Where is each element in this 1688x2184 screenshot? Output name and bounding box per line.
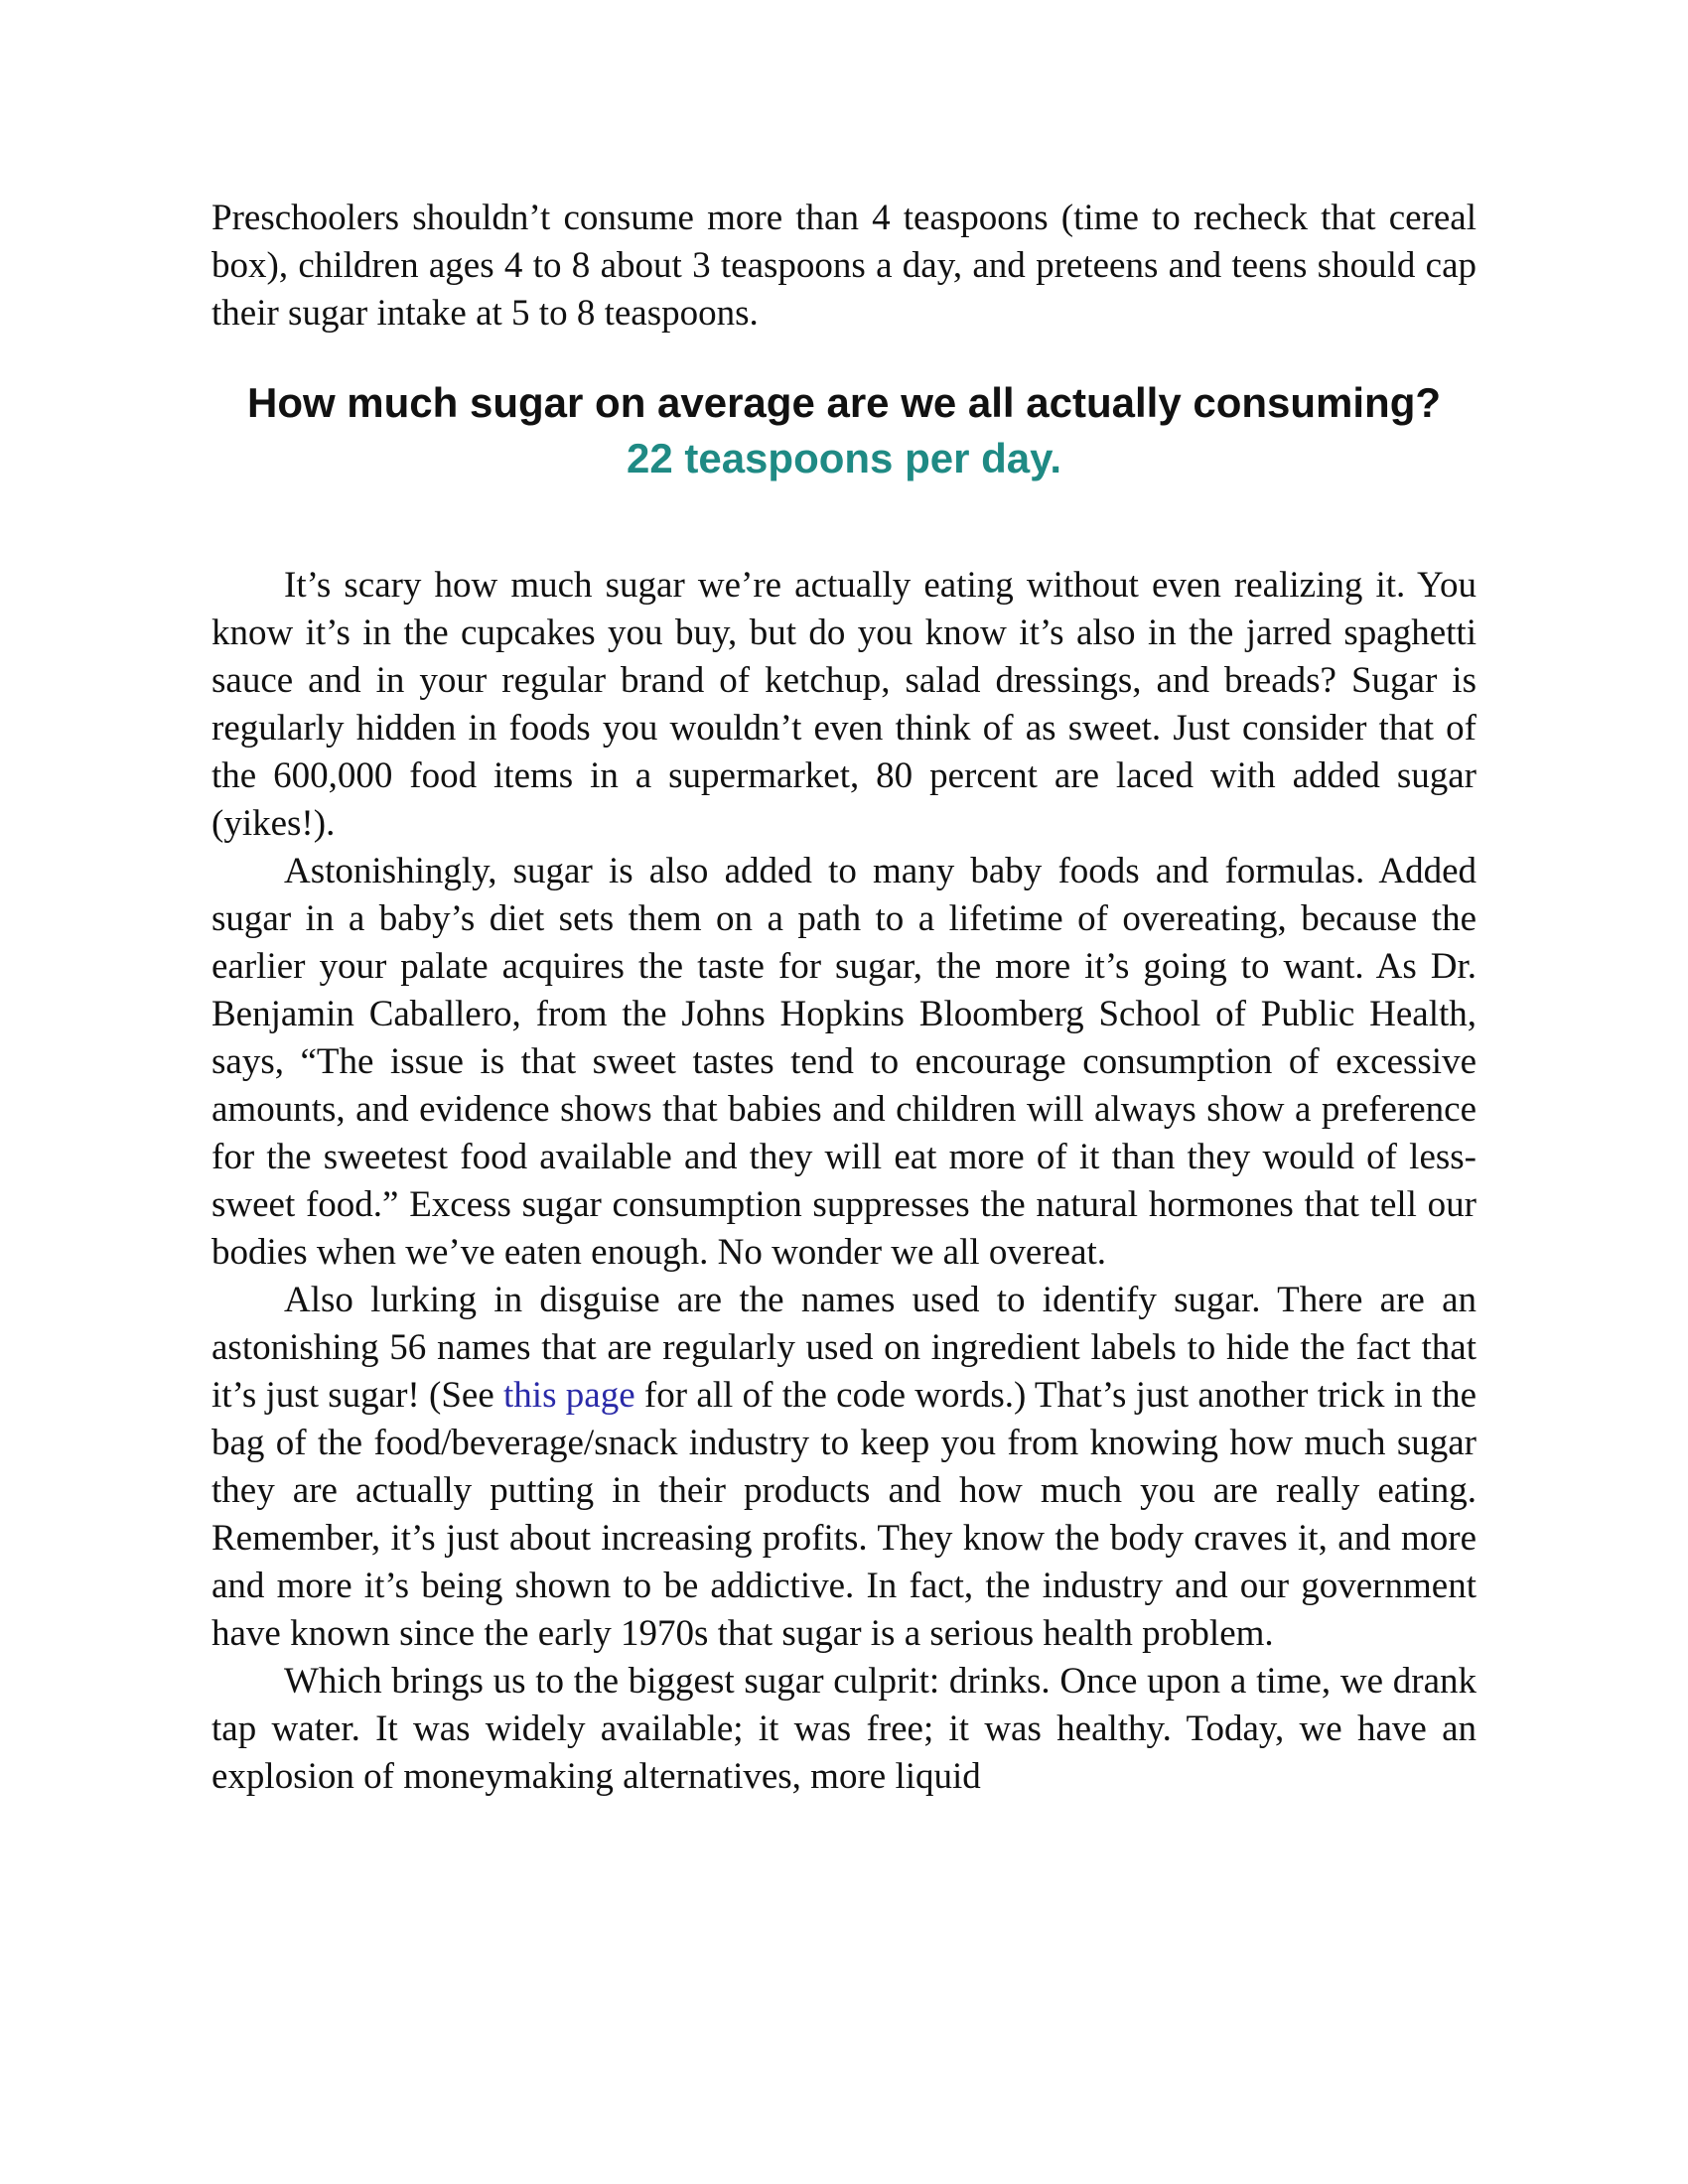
- body-paragraph-4: Which brings us to the biggest sugar culprit: drinks. Once upon a time, we drank tap water. It was widely available; it was free; it was healthy. Today, we have an explosion of moneymaking alternatives, more liquid: [211, 1661, 1477, 1797]
- body-paragraph-3: [211, 1277, 1477, 1658]
- body-paragraph-2: Astonishingly, sugar is also added to many baby foods and formulas. Added sugar in a baby’s diet sets them on a path to a lifetime of overeating, because the earlier your palate acquires the taste for sugar, the more it’s going to want. As Dr. Benjamin Caballero, from the Johns Hopkins Bloomberg School of Public Health, says, “The issue is that sweet tastes tend to encourage consumption of excessive amounts, and evidence shows that babies and children will always show a preference for the sweetest food available and they will eat more of it than they would of less-sweet food.” Excess sugar consumption suppresses the natural hormones that tell our bodies when we’ve eaten enough. No wonder we all overeat.: [211, 851, 1477, 1273]
- section-heading: How much sugar on average are we all actually consuming?: [246, 379, 1442, 426]
- this-page-link[interactable]: this page: [503, 1375, 635, 1416]
- document-page: [211, 195, 1477, 1801]
- intro-paragraph: Preschoolers shouldn’t consume more than 4 teaspoons (time to recheck that cereal box), children ages 4 to 8 about 3 teaspoons a day, and preteens and teens should cap their sugar intake at 5 to 8 teaspoons.: [211, 198, 1477, 334]
- section-spacer: [211, 486, 1477, 562]
- paragraph-3-text-after-link: for all of the code words.) That’s just another trick in the bag of the food/beverage/snack industry to keep you from knowing how much sugar they are actually putting in their products and how much you are really eating. Remember, it’s just about increasing profits. They know the body craves it, and more and more it’s being shown to be addictive. In fact, the industry and our government have known since the early 1970s that sugar is a serious health problem.: [211, 1375, 1477, 1654]
- body-paragraph-1: It’s scary how much sugar we’re actually eating without even realizing it. You know it’s in the cupcakes you buy, but do you know it’s also in the jarred spaghetti sauce and in your regular brand of ketchup, salad dressings, and breads? Sugar is regularly hidden in foods you wouldn’t even think of as sweet. Just consider that of the 600,000 food items in a supermarket, 80 percent are laced with added sugar (yikes!).: [211, 565, 1477, 844]
- section-answer: 22 teaspoons per day.: [626, 435, 1062, 481]
- paragraph-3-text-before-link: Also lurking in disguise are the names used to identify sugar. There are an astonishing 56 names that are regularly used on ingredient labels to hide the fact that it’s just sugar! (See: [211, 1280, 1477, 1416]
